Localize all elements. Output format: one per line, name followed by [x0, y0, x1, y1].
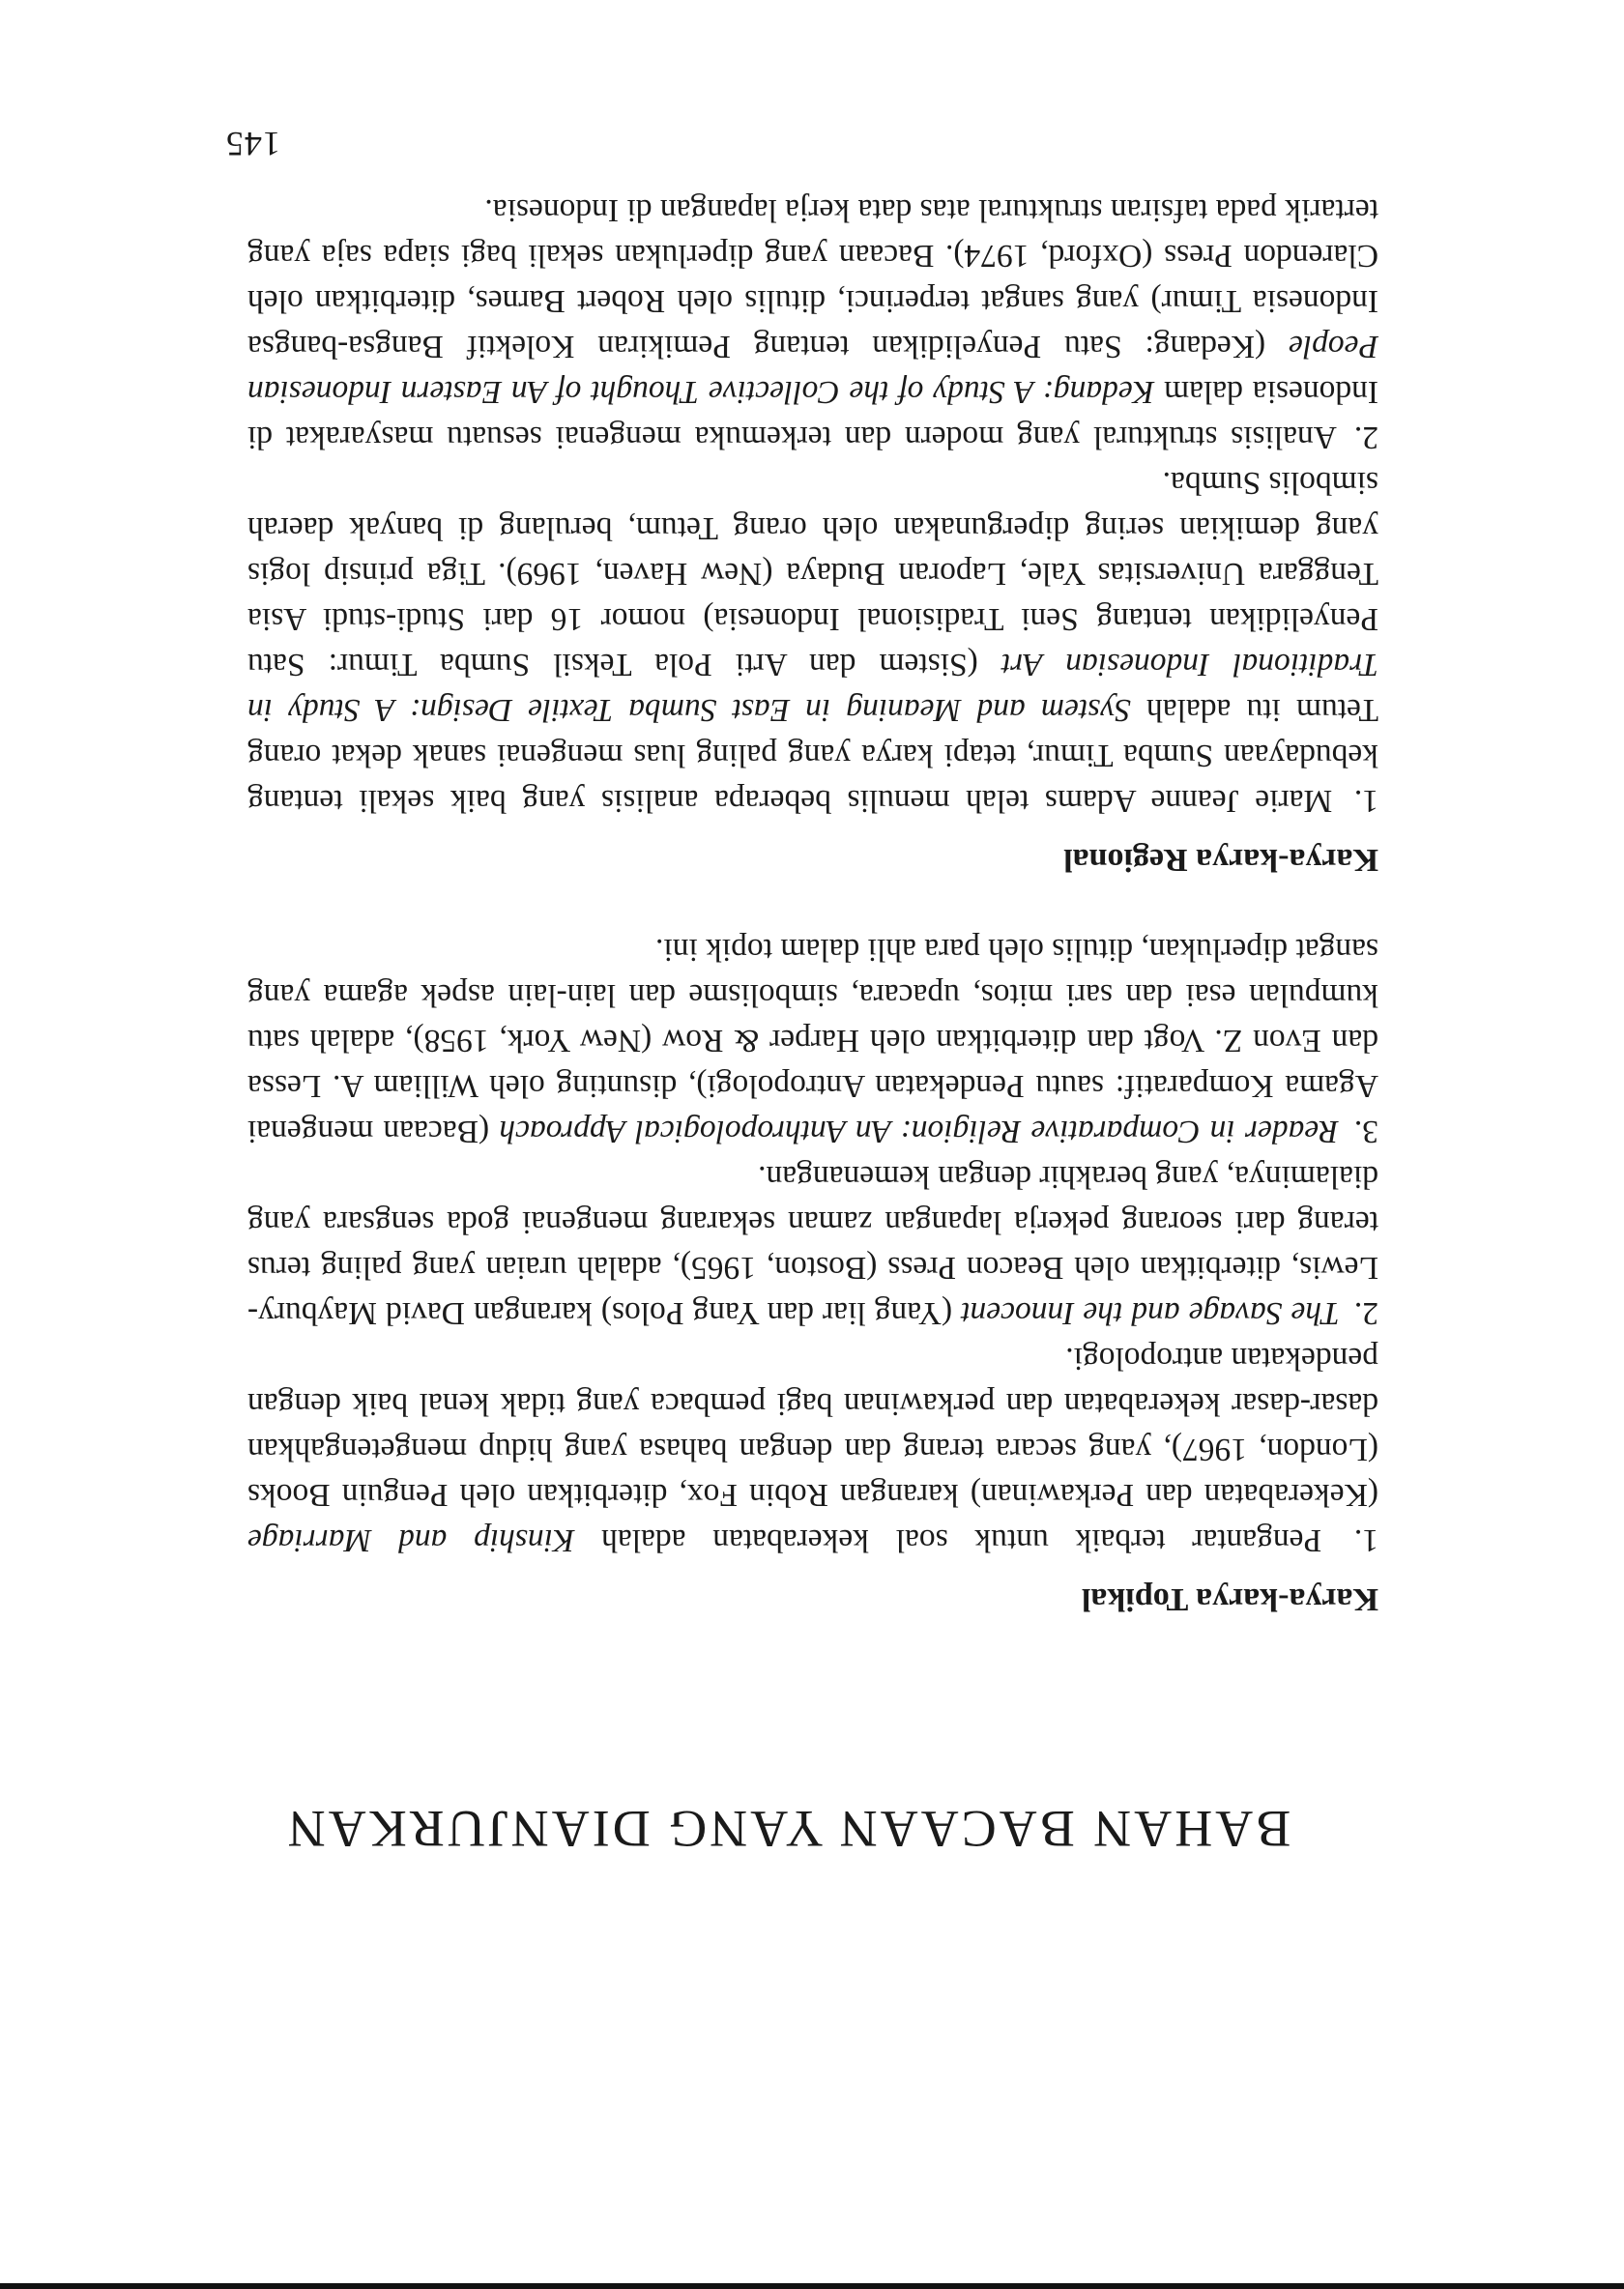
entry-book-title: System and Meaning in East Sumba Textile Design: A Study in Traditional Indonesian Art: [246, 647, 1378, 728]
entry-number: 1.: [1353, 783, 1378, 819]
entry-book-title: Reader in Comparative Religion: An Anthropological Approach: [499, 1114, 1339, 1149]
entry-book-title: The Savage and the Innocent: [961, 1295, 1340, 1331]
list-item: [247, 1154, 1378, 1336]
entry-book-title: Kinship and Marriage: [246, 1522, 575, 1558]
page-number: 145: [225, 125, 280, 163]
entry-text: Marie Jeanne Adams telah menulis beberapa analisis yang baik sekali tentang kebudayaan Sumba Timur, tetapi karya yang paling luas mengenai sanak dekat orang Tetum itu adalah: [247, 692, 1378, 819]
entry-text: (Yang liar dan Yang Polos) karangan David Maybury-Lewis, diterbitkan oleh Beacon Press (Boston, 1965), adalah uraian yang paling terus terang dari seorang pekerja lapangan zaman sekarang mengenai goda sengsara yang dialaminya, yang berakhir dengan kemenangan.: [246, 1159, 1378, 1331]
entry-number: 2.: [1353, 420, 1378, 455]
page-heading: BAHAN BACAAN YANG DIANJURKAN: [284, 1800, 1291, 1858]
list-item: [247, 1336, 1378, 1563]
reading-list: [247, 188, 1378, 1622]
entry-number: 2.: [1353, 1295, 1378, 1331]
section-title-topical: Karya-karya Topikal: [1081, 1581, 1378, 1617]
entry-number: 3.: [1353, 1114, 1378, 1149]
list-item: [247, 188, 1378, 460]
list-item: [247, 460, 1378, 824]
entry-text: Pengantar terbaik untuk soal kekerabatan adalah: [601, 1522, 1322, 1558]
entry-text: (Bacaan mengenai Agama Komparatif: sautu Pendekatan Antropologi), disunting oleh William A. Lessa dan Evon Z. Vogt dan diterbitkan oleh Harper & Row (New York, 1958), adalah satu kumpulan esai dan sari mitos, upacara, simbolisme dan lain-lain aspek agama yang sangat diperlukan, ditulis oleh para ahli dalam topik ini.: [246, 932, 1378, 1149]
entry-number: 1.: [1353, 1522, 1378, 1558]
list-item: [247, 927, 1378, 1154]
entry-book-title: Kedang: A Study of the Collective Thought of An Eastern Indonesian People: [247, 329, 1378, 410]
entry-text: (Kedang: Satu Penyelidikan tentang Pemikiran Kolektif Bangsa-bangsa Indonesia Timur) yang sangat terperinci, ditulis oleh Robert Barnes, diterbitkan oleh Clarendon Press (Oxford, 1974). Bacaan yang diperlukan sekali bagi siapa saja yang tertarik pada tafsiran struktural atas data kerja lapangan di Indonesia.: [247, 192, 1378, 364]
entry-text: Analisis struktural yang modern dan terkemuka mengenai sesuatu masyarakat di Indonesia dalam: [246, 374, 1378, 455]
section-title-regional: Karya-karya Regional: [1063, 842, 1378, 878]
entry-text: (Sistem dan Arti Pola Teksil Sumba Timur: Satu Penyelidikan tentang Seni Tradisional Indonesia) nomor 16 dari Studi-studi Asia Tenggara Universitas Yale, Laporan Budaya (New Haven, 1969). Tiga prinsip logis yang demikian sering dipergunakan oleh orang Tetum, berulang di banyak daerah simbolis Sumba.: [246, 465, 1378, 682]
page-edge-rule: [0, 2283, 1624, 2289]
entry-text: (Kekerabatan dan Perkawinan) karangan Robin Fox, diterbitkan oleh Penguin Books (London, 1967), yang secara terang dan dengan bahasa yang hidup mengetengahkan dasar-dasar kekerabatan dan perkawinan bagi pembaca yang tidak kenal baik dengan pendekatan antropologi.: [247, 1341, 1378, 1513]
